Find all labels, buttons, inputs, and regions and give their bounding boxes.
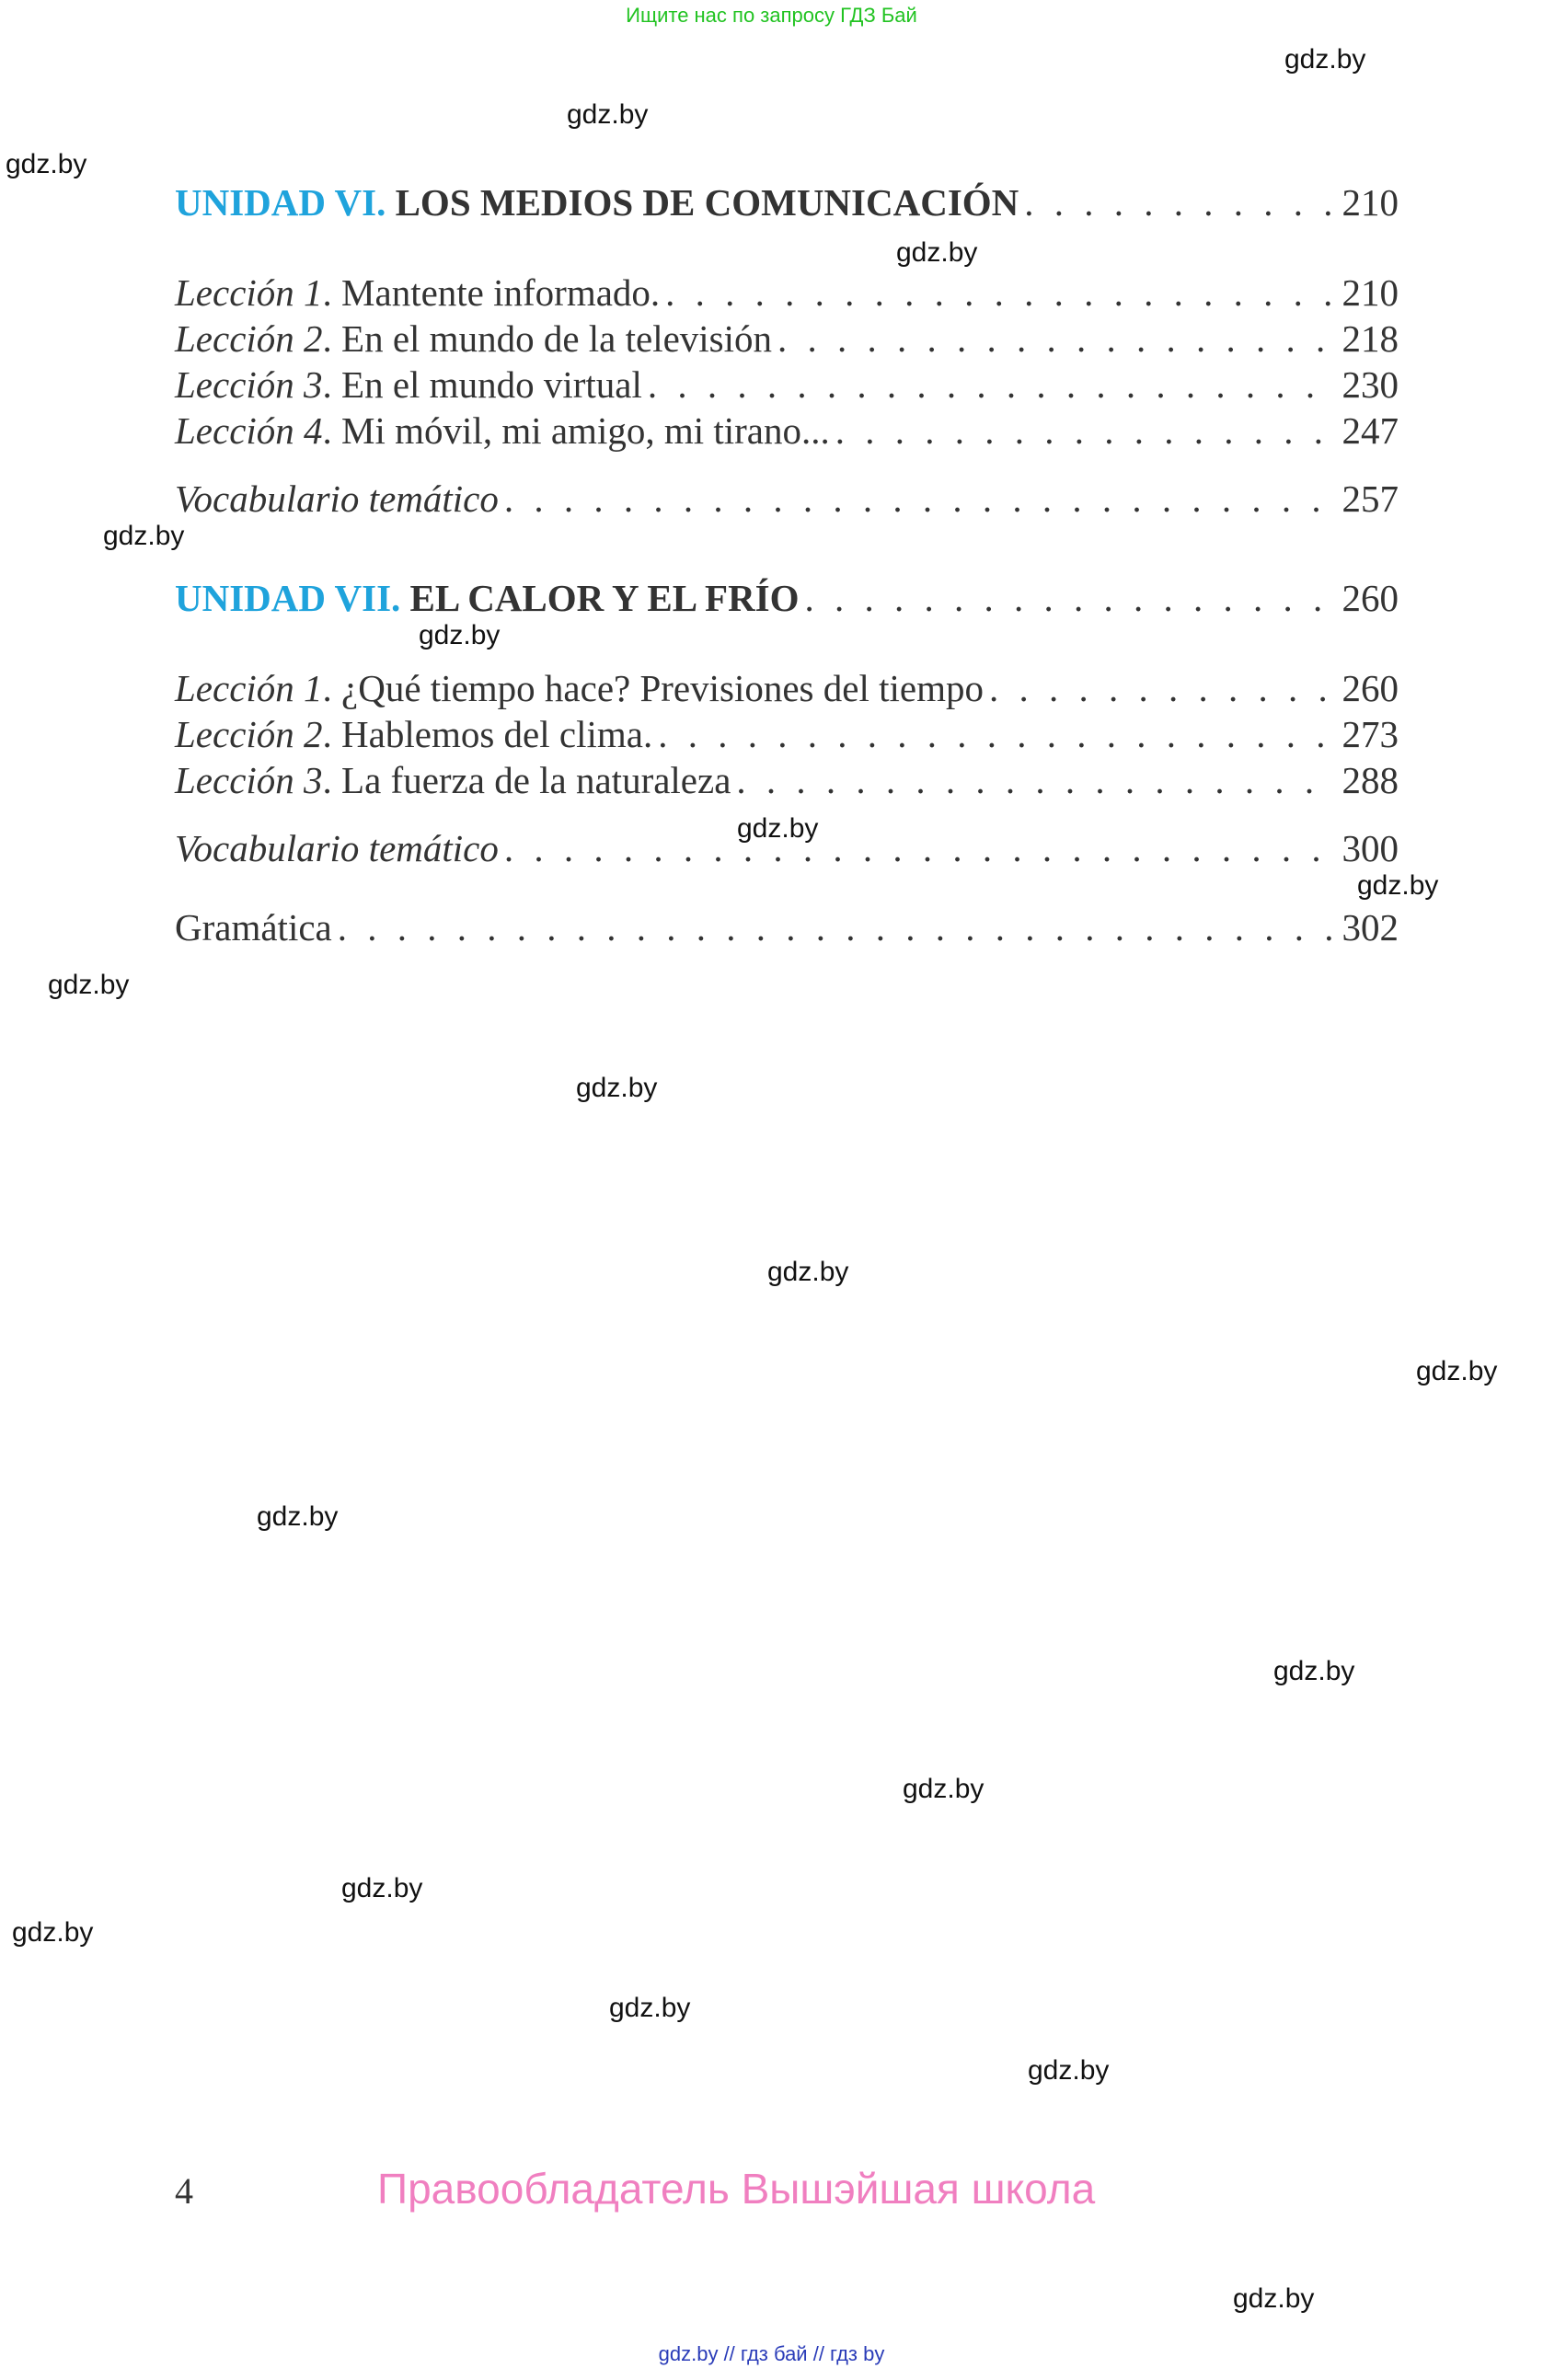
toc-lesson[interactable] [175,362,1399,408]
lesson-title: . En el mundo de la televisión [322,317,773,360]
dot-leader [648,362,1335,407]
watermark: gdz.by [567,99,649,130]
watermark: gdz.by [896,237,978,268]
toc-unit-7[interactable] [175,576,1399,622]
watermark: gdz.by [1357,870,1439,901]
lesson-title: . La fuerza de la naturaleza [322,759,731,801]
lesson-number: Lección 1 [175,667,323,709]
watermark: gdz.by [609,1993,691,2023]
watermark: gdz.by [737,813,819,844]
lesson-title: . Mantente informado. [322,271,661,314]
dot-leader [805,576,1335,620]
grammar-label: Gramática [175,906,332,949]
watermark: gdz.by [767,1257,849,1287]
toc-vocabulary[interactable] [175,826,1399,872]
watermark: gdz.by [576,1073,658,1103]
toc-grammar[interactable] [175,905,1399,951]
toc-unit-6[interactable] [175,180,1399,226]
page-ref: 302 [1341,906,1399,949]
lesson-title: . En el mundo virtual [322,363,642,406]
lesson-number: Lección 2 [175,713,323,755]
page-ref: 260 [1341,577,1399,619]
dot-leader [777,316,1334,361]
lesson-number: Lección 3 [175,759,323,801]
toc-lesson[interactable] [175,316,1399,362]
rights-holder: Правообладатель Вышэйшая школа [377,2165,1096,2213]
vocabulary-label: Vocabulario temático [175,477,499,520]
footer-links[interactable]: gdz.by // гдз бай // гдз by [658,2342,885,2365]
lesson-number: Lección 4 [175,409,323,452]
watermark: gdz.by [1284,44,1366,75]
dot-leader [658,712,1334,756]
watermark: gdz.by [903,1774,985,1804]
watermark: gdz.by [419,620,501,650]
page-ref: 247 [1341,409,1399,452]
unit-number: UNIDAD VII. [175,577,401,619]
lesson-number: Lección 1 [175,271,323,314]
watermark: gdz.by [1273,1656,1355,1686]
page-ref: 260 [1341,667,1399,709]
toc-lesson[interactable] [175,270,1399,316]
dot-leader [989,666,1335,710]
watermark: gdz.by [6,149,87,179]
toc-lesson[interactable] [175,712,1399,758]
lesson-number: Lección 2 [175,317,323,360]
dot-leader [504,477,1335,521]
dot-leader [835,408,1335,453]
unit-title: LOS MEDIOS DE COMUNICACIÓN [395,181,1019,224]
dot-leader [338,905,1335,949]
watermark: gdz.by [341,1873,423,1903]
page-ref: 300 [1341,827,1399,869]
page-ref: 257 [1341,477,1399,520]
vocabulary-label: Vocabulario temático [175,827,499,869]
dot-leader [1024,180,1334,224]
dot-leader [736,758,1334,802]
page-ref: 288 [1341,759,1399,801]
lesson-title: . Mi móvil, mi amigo, mi tirano... [322,409,830,452]
lesson-title: . Hablemos del clima. [322,713,653,755]
toc-lesson[interactable] [175,758,1399,804]
watermark: gdz.by [103,521,185,551]
page-number: 4 [175,2170,193,2212]
page-ref: 210 [1341,271,1399,314]
lesson-number: Lección 3 [175,363,323,406]
watermark: gdz.by [1233,2283,1315,2314]
toc-lesson[interactable] [175,408,1399,454]
watermark: gdz.by [1028,2055,1110,2086]
toc-lesson[interactable] [175,666,1399,712]
dot-leader [504,826,1335,870]
top-banner: Ищите нас по запросу ГДЗ Бай [626,4,917,27]
unit-title: EL CALOR Y EL FRÍO [409,577,800,619]
watermark: gdz.by [12,1917,94,1948]
page-ref: 273 [1341,713,1399,755]
page-ref: 218 [1341,317,1399,360]
watermark: gdz.by [257,1501,339,1532]
watermark: gdz.by [48,970,130,1000]
page-ref: 210 [1341,181,1399,224]
watermark: gdz.by [1416,1356,1498,1386]
toc-vocabulary[interactable] [175,477,1399,523]
lesson-title: . ¿Qué tiempo hace? Previsiones del tiempo [322,667,984,709]
page-ref: 230 [1341,363,1399,406]
unit-number: UNIDAD VI. [175,181,386,224]
dot-leader [665,270,1334,315]
